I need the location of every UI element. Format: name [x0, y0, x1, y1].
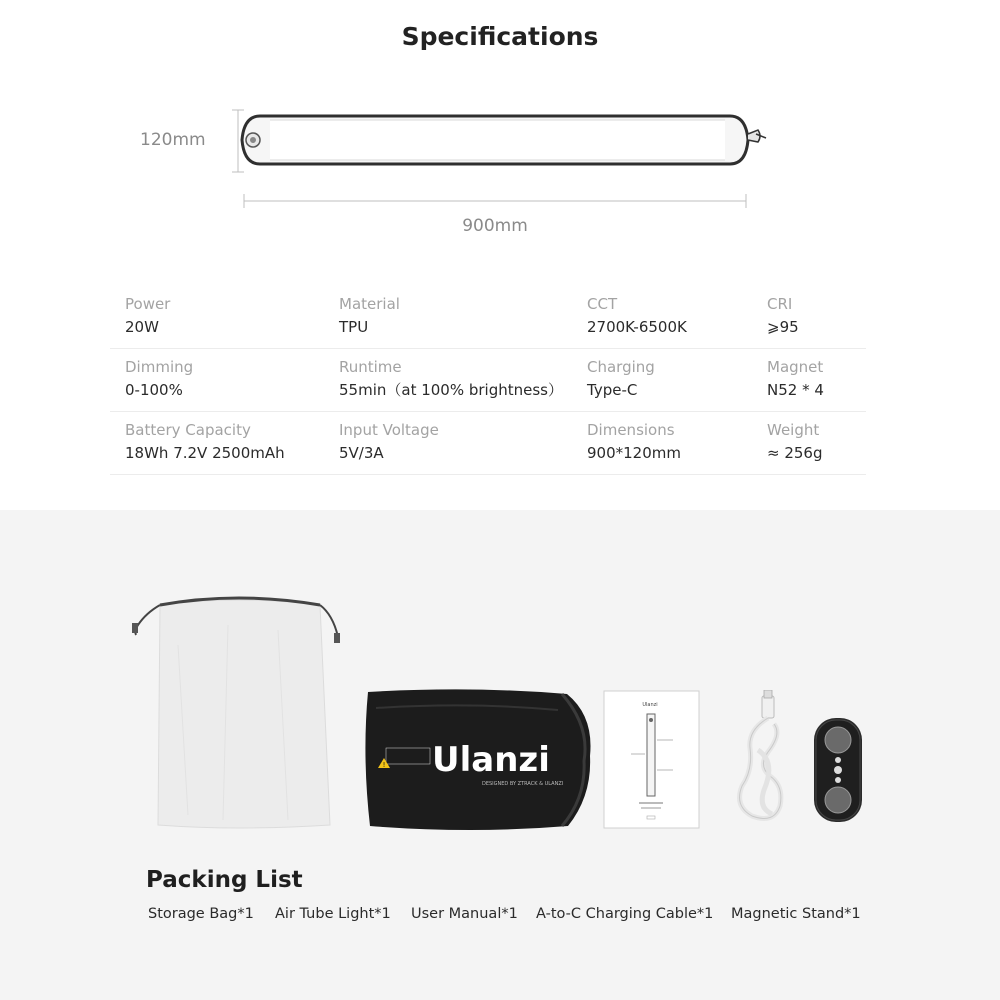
spec-dimming — [125, 357, 193, 402]
spec-label: Weight — [767, 421, 820, 439]
packing-item-storage-bag: Storage Bag*1 — [148, 906, 254, 922]
spec-value: 900*120mm — [587, 444, 681, 462]
spec-dimensions — [587, 420, 681, 465]
spec-label: CRI — [767, 295, 793, 313]
spec-battery — [125, 420, 285, 465]
page-title: Specifications — [401, 22, 599, 51]
spec-value: TPU — [339, 318, 369, 336]
spec-material — [339, 294, 400, 339]
height-dimension: 120mm — [140, 130, 206, 150]
spec-label: Runtime — [339, 358, 402, 376]
spec-value: 55min（at 100% brightness） — [339, 381, 563, 399]
length-dimension-line — [238, 192, 758, 212]
spec-label: Magnet — [767, 358, 824, 376]
spec-runtime — [339, 357, 563, 402]
tube-light-image — [210, 100, 770, 200]
spec-row — [110, 349, 866, 412]
spec-label: Dimming — [125, 358, 194, 376]
spec-label: CCT — [587, 295, 618, 313]
spec-weight — [767, 420, 823, 465]
magnetic-stand-image — [812, 716, 866, 826]
spec-value: 2700K-6500K — [587, 318, 687, 336]
packing-section — [0, 510, 1000, 1000]
user-manual-image — [603, 690, 701, 830]
spec-value: 18Wh 7.2V 2500mAh — [125, 444, 285, 462]
svg-text:!: ! — [382, 761, 386, 769]
spec-input-voltage — [339, 420, 439, 465]
storage-bag-image — [128, 585, 358, 835]
packing-item-charging-cable: A-to-C Charging Cable*1 — [536, 906, 714, 922]
spec-value: Type-C — [587, 381, 638, 399]
packing-item-magnetic-stand: Magnetic Stand*1 — [731, 906, 861, 922]
spec-value: 0-100% — [125, 381, 183, 399]
packing-list-title: Packing List — [146, 867, 303, 893]
spec-value: 5V/3A — [339, 444, 384, 462]
air-tube-light-image — [362, 686, 602, 836]
spec-value: 20W — [125, 318, 159, 336]
spec-label: Battery Capacity — [125, 421, 251, 439]
spec-label: Power — [125, 295, 171, 313]
spec-charging — [587, 357, 655, 402]
spec-row — [110, 412, 866, 475]
charging-cable-image — [728, 690, 808, 830]
spec-row — [110, 286, 866, 349]
spec-magnet — [767, 357, 824, 402]
bag-subtext: DESIGNED BY ZTRACK & ULANZI — [482, 781, 564, 787]
spec-value: ≈ 256g — [767, 444, 823, 462]
packing-item-user-manual: User Manual*1 — [411, 906, 518, 922]
manual-brand: Ulanzi — [642, 702, 658, 708]
spec-cri — [767, 294, 799, 339]
spec-label: Dimensions — [587, 421, 675, 439]
spec-cct — [587, 294, 687, 339]
bag-brand-logo: Ulanzi — [432, 740, 550, 780]
spec-label: Charging — [587, 358, 655, 376]
spec-label: Material — [339, 295, 400, 313]
length-dimension: 900mm — [462, 216, 528, 236]
packing-item-air-tube-light: Air Tube Light*1 — [275, 906, 391, 922]
spec-table — [110, 286, 866, 475]
spec-label: Input Voltage — [339, 421, 439, 439]
spec-value: ⩾95 — [767, 318, 799, 336]
spec-value: N52 * 4 — [767, 381, 824, 399]
spec-power — [125, 294, 170, 339]
